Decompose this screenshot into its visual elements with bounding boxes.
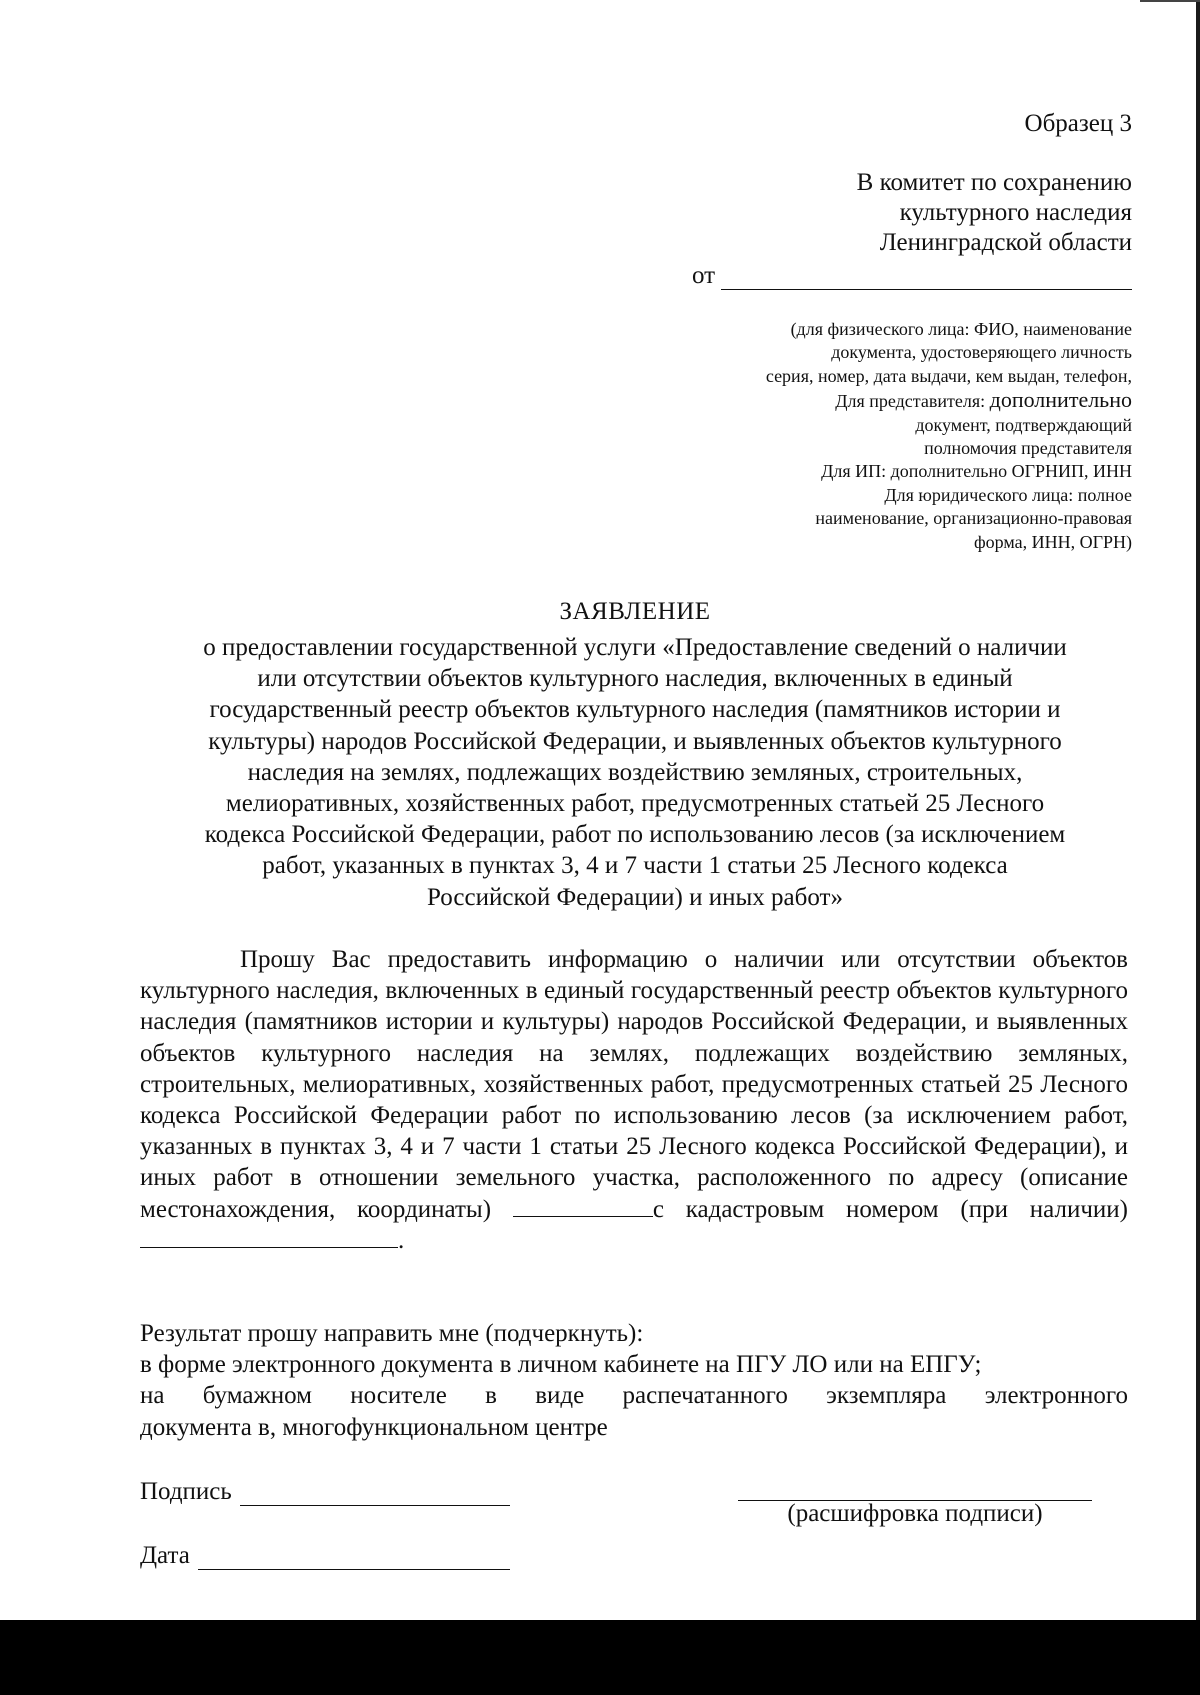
- result-heading: Результат прошу направить мне (подчеркнуть):: [140, 1320, 644, 1347]
- hint-line: [766, 388, 1132, 413]
- document-title: ЗАЯВЛЕНИЕ: [559, 598, 711, 625]
- subtitle-line: Российской Федерации) и иных работ»: [427, 883, 843, 911]
- subtitle-line: или отсутствии объектов культурного наследия, включенных в единый: [257, 665, 1013, 693]
- address-field-line[interactable]: [513, 1196, 653, 1217]
- request-paragraph: [140, 944, 1128, 1256]
- subtitle-line: работ, указанных в пунктах 3, 4 и 7 части 1 статьи 25 Лесного кодекса: [262, 852, 1008, 880]
- hint-line: документа, удостоверяющего личность: [831, 342, 1132, 363]
- addressee-line: Ленинградской области: [879, 229, 1132, 256]
- applicant-hint: [766, 318, 1132, 554]
- subtitle-line: кодекса Российской Федерации, работ по использованию лесов (за исключением: [204, 821, 1066, 849]
- signature-label: Подпись: [140, 1478, 232, 1505]
- cadastral-field-line[interactable]: [140, 1227, 398, 1248]
- result-option-electronic[interactable]: в форме электронного документа в личном кабинете на ПГУ ЛО или на ЕПГУ;: [140, 1351, 982, 1379]
- request-end: .: [398, 1226, 405, 1254]
- result-option-paper-cont: документа в, многофункциональном центре: [140, 1413, 608, 1441]
- date-row: [140, 1542, 510, 1570]
- from-row: [692, 262, 1132, 290]
- subtitle-line: государственный реестр объектов культурного наследия (памятников истории и: [209, 696, 1061, 724]
- scan-edge-shadow: [1196, 0, 1200, 1620]
- sample-label: Образец 3: [1024, 110, 1132, 137]
- scan-bottom-band: [0, 1620, 1200, 1695]
- request-text: Прошу Вас предоставить информацию о наличии или отсутствии объектов культурного наследия, включенных в единый государственный реестр объектов культурного наследия (памятников истории и культуры) народов Российской Федерации, и выявленных объектов культурного наследия на землях, подлежащих воздействию земляных, строительных, мелиоративных, хозяйственных работ, предусмотренных статьей 25 Лесного кодекса Российской Федерации работ по использованию лесов (за исключением работ, указанных в пунктах 3, 4 и 7 части 1 статьи 25 Лесного кодекса Российской Федерации), и иных работ в отношении земельного участка, расположенного по адресу (описание местонахождения, координаты): [140, 946, 1128, 1223]
- date-field-line[interactable]: [198, 1547, 510, 1570]
- subtitle-line: наследия на землях, подлежащих воздействию земляных, строительных,: [247, 758, 1023, 786]
- hint-line: Для ИП: дополнительно ОГРНИП, ИНН: [821, 461, 1132, 482]
- hint-line: документ, подтверждающий: [915, 414, 1132, 435]
- cadastral-text: с кадастровым номером (при наличии): [652, 1195, 1128, 1223]
- addressee-line: культурного наследия: [899, 199, 1132, 226]
- addressee-block: [857, 168, 1132, 258]
- signature-field-line[interactable]: [240, 1483, 510, 1506]
- hint-line: полномочия представителя: [924, 438, 1132, 459]
- subtitle-line: о предоставлении государственной услуги «Предоставление сведений о наличии: [203, 634, 1067, 661]
- hint-line: форма, ИНН, ОГРН): [973, 531, 1132, 552]
- signature-row: [140, 1478, 510, 1506]
- hint-line: серия, номер, дата выдачи, кем выдан, телефон,: [765, 365, 1132, 386]
- hint-line: (для физического лица: ФИО, наименование: [790, 319, 1132, 339]
- hint-line-suffix: дополнительно: [989, 387, 1132, 413]
- from-label: от: [692, 262, 716, 289]
- subtitle-line: мелиоративных, хозяйственных работ, предусмотренных статьей 25 Лесного: [225, 790, 1045, 818]
- signature-decode-label: (расшифровка подписи): [787, 1500, 1043, 1527]
- hint-line: наименование, организационно-правовая: [815, 508, 1132, 529]
- result-section: [140, 1318, 1128, 1443]
- scan-edge-mark: [1140, 0, 1200, 2]
- hint-line-prefix: Для представителя:: [835, 391, 986, 412]
- hint-line: Для юридического лица: полное: [884, 484, 1132, 505]
- from-field-line[interactable]: [721, 267, 1132, 290]
- addressee-line: В комитет по сохранению: [856, 169, 1132, 196]
- date-label: Дата: [140, 1542, 190, 1569]
- subtitle-line: культуры) народов Российской Федерации, и выявленных объектов культурного: [208, 727, 1062, 755]
- result-option-paper[interactable]: на бумажном носителе в виде распечатанного экземпляра электронного: [140, 1382, 1128, 1410]
- document-subtitle: [138, 632, 1132, 913]
